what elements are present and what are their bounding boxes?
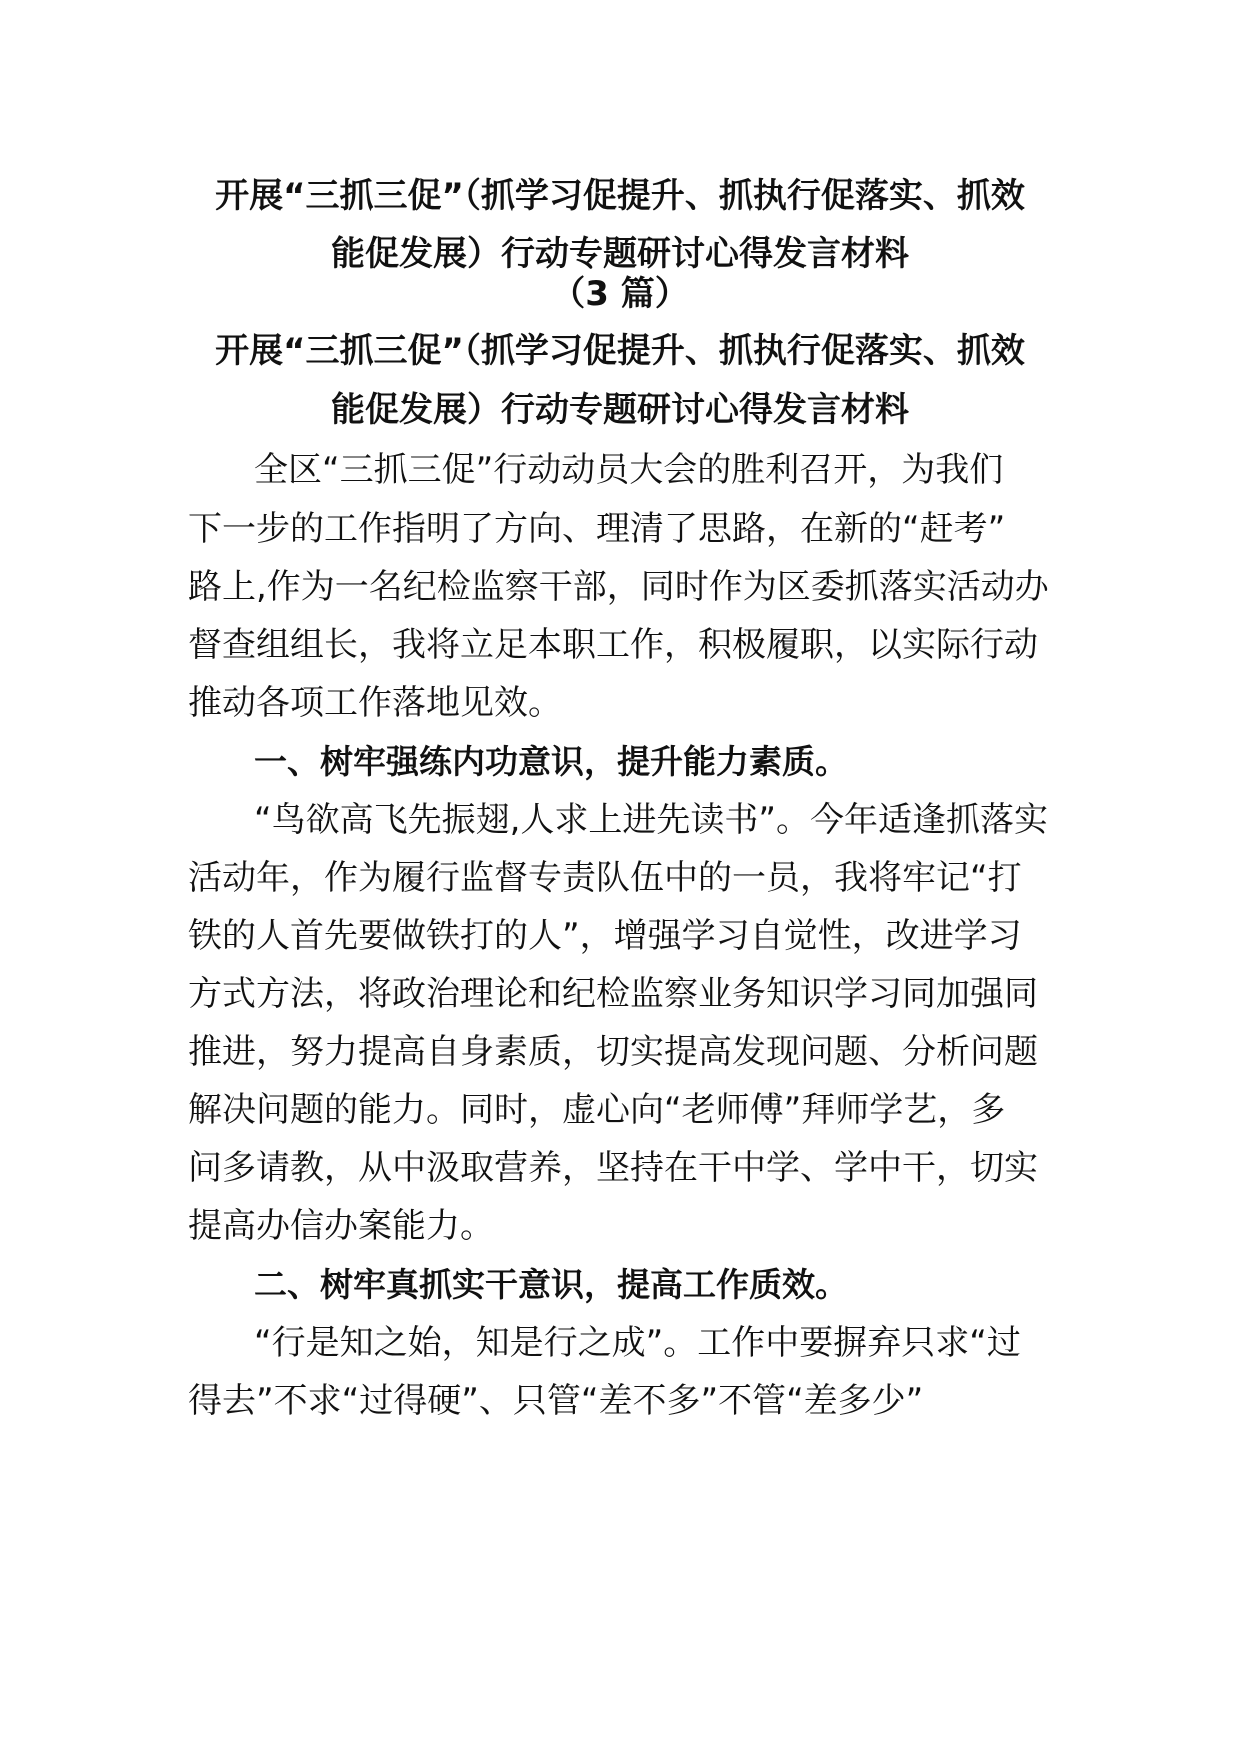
paragraph-line: “鸟欲高飞先振翅,人求上进先读书”。今年适逢抓落实 — [254, 800, 1049, 840]
section-2-heading: 二、树牢真抓实干意识，提高工作质效。 — [254, 1265, 848, 1304]
paragraph-line: 解决问题的能力。同时，虚心向“老师傅”拜师学艺，多 — [188, 1090, 1006, 1130]
paragraph-line: 推进，努力提高自身素质，切实提高发现问题、分析问题 — [188, 1032, 1038, 1072]
paragraph-line: 方式方法，将政治理论和纪检监察业务知识学习同加强同 — [188, 974, 1038, 1014]
sub-title-line-1: 开展“三抓三促”（抓学习促提升、抓执行促落实、抓效 — [215, 331, 1025, 371]
paragraph-line: 下一步的工作指明了方向、理清了思路，在新的“赶考” — [188, 509, 1006, 549]
main-title-count: （3 篇） — [551, 274, 689, 314]
paragraph-line: 路上,作为一名纪检监察干部，同时作为区委抓落实活动办 — [188, 567, 1049, 607]
sub-title-line-2: 能促发展）行动专题研讨心得发言材料 — [331, 390, 909, 430]
main-title-line-2: 能促发展）行动专题研讨心得发言材料 — [331, 234, 909, 274]
paragraph-line: 全区“三抓三促”行动动员大会的胜利召开，为我们 — [254, 450, 1004, 490]
paragraph-line: 得去”不求“过得硬”、只管“差不多”不管“差多少” — [188, 1381, 924, 1421]
paragraph-line: 提高办信办案能力。 — [188, 1206, 494, 1246]
paragraph-line: 问多请教，从中汲取营养，坚持在干中学、学中干，切实 — [188, 1148, 1038, 1188]
paragraph-line: 督查组组长，我将立足本职工作，积极履职，以实际行动 — [188, 625, 1038, 665]
section-1-heading: 一、树牢强练内功意识，提升能力素质。 — [254, 742, 848, 781]
paragraph-line: 推动各项工作落地见效。 — [188, 683, 562, 723]
main-title-line-1: 开展“三抓三促”（抓学习促提升、抓执行促落实、抓效 — [215, 176, 1025, 216]
paragraph-line: 铁的人首先要做铁打的人”，增强学习自觉性，改进学习 — [188, 916, 1022, 956]
paragraph-line: “行是知之始，知是行之成”。工作中要摒弃只求“过 — [254, 1323, 1021, 1363]
paragraph-line: 活动年，作为履行监督专责队伍中的一员，我将牢记“打 — [188, 858, 1022, 898]
